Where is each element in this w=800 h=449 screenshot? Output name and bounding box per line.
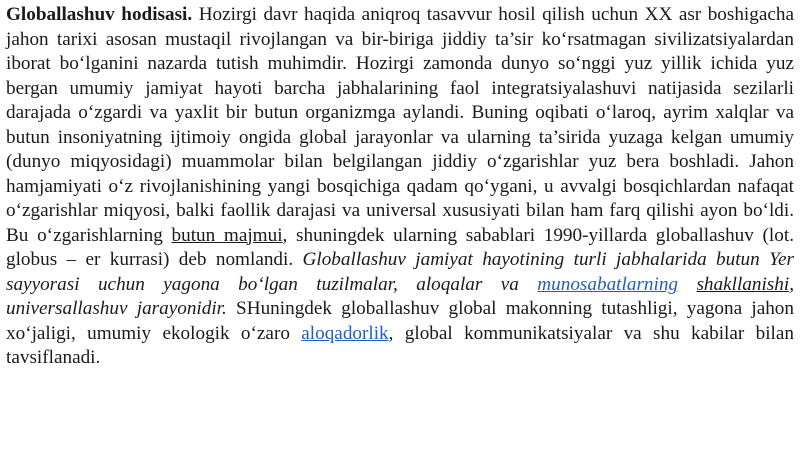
- definition-text: Globallashuv jamiyat hayotining turli jabhalarida butun Yer sayyorasi uchun yagona bo‘lgan tuzilmalar, aloqalar va: [6, 249, 794, 295]
- body-paragraph: [6, 3, 794, 371]
- paragraph-text: SHuningdek globallashuv global makonning tutashligi, yagona jahon xo‘jaligi, umumiy ekologik o‘zaro: [6, 298, 794, 344]
- paragraph-text: , shuningdek ularning sabablari 1990-yillarda globallashuv (lot. globus – er kurrasi) deb nomlandi.: [6, 224, 794, 270]
- definition-text: , universallashuv jarayonidir.: [6, 273, 794, 319]
- munosabatlarning-link[interactable]: munosabatlarning: [537, 273, 679, 295]
- definition-text: [678, 274, 696, 295]
- paragraph-text: Hozirgi davr haqida aniqroq tasavvur hosil qilish uchun XX asr boshigacha jahon tarixi asosan mustaqil rivojlangan va bir-biriga jiddiy ta’sir ko‘rsatmagan sivilizatsiyalardan iborat bo‘lganini nazarda tutish muhimdir. Hozirgi zamonda dunyo so‘nggi yuz yillik ichida yuz bergan umumiy jamiyat hayoti barcha jabhalarining faol integratsiyalashuvi natijasida sezilarli darajada o‘zgardi va yaxlit bir butun organizmga aylandi. Buning oqibati o‘laroq, ayrim xalqlar va butun insoniyatning ijtimoiy ongida global jarayonlar va ularning ta’sirida yuzaga kelgan umumiy (dunyo miqyosidagi) muammolar bilan belgilangan jiddiy o‘zgarishlar yuz bera boshladi. Jahon hamjamiyati o‘z rivojlanishining yangi bosqichiga qadam qo‘ygani, u avvalgi bosqichlardan nafaqat o‘zgarishlar miqyosi, balki faollik darajasi va universal xususiyati bilan ham farq qilishi ayon bo‘ldi. Bu o‘zgarishlarning: [6, 4, 795, 246]
- aloqadorlik-link[interactable]: aloqadorlik: [301, 322, 389, 344]
- underlined-term: butun majmui: [171, 224, 283, 246]
- section-heading: Globallashuv hodisasi.: [6, 4, 193, 25]
- underlined-term: shakllanishi: [696, 273, 790, 295]
- paragraph-text: , global kommunikatsiyalar va shu kabilar bilan tavsiflanadi.: [6, 322, 794, 368]
